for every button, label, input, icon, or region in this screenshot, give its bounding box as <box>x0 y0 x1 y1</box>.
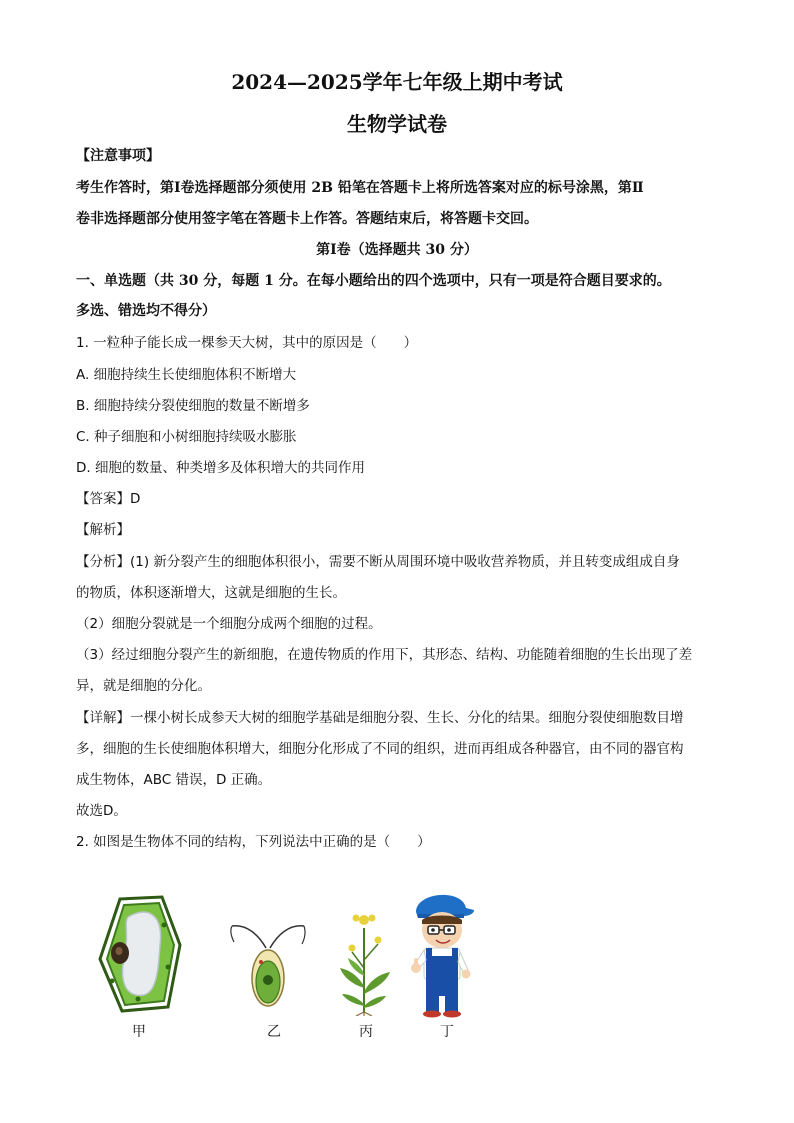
part-title: 第Ⅰ卷（选择题共 30 分） <box>316 242 478 258</box>
figure-label-ding: 丁 <box>440 1024 454 1040</box>
analysis-line: 异，就是细胞的分化。 <box>76 678 211 694</box>
detail-line: 成生物体，ABC 错误，D 正确。 <box>76 772 272 788</box>
figure-label-yi: 乙 <box>267 1024 281 1040</box>
q1-analysis-heading: 【解析】 <box>76 522 130 538</box>
figure-label-jia: 甲 <box>132 1024 146 1040</box>
conclusion-line: 故选D。 <box>76 803 127 819</box>
cartoon-person-figure <box>408 886 478 1018</box>
analysis-line: （3）经过细胞分裂产生的新细胞，在遗传物质的作用下，其形态、结构、功能随着细胞的生长出现了差 <box>76 647 693 663</box>
q2-stem: 2. 如图是生物体不同的结构，下列说法中正确的是（ ） <box>76 834 431 850</box>
notice-line-2: 卷非选择题部分使用签字笔在答题卡上作答。答题结束后，将答题卡交回。 <box>76 211 538 227</box>
detail-line: 【详解】一棵小树长成参天大树的细胞学基础是细胞分裂、生长、分化的结果。细胞分裂使细胞数目增 <box>76 710 684 726</box>
notice-line-1: 考生作答时，第Ⅰ卷选择题部分须使用 2B 铅笔在答题卡上将所选答案对应的标号涂黑，第Ⅱ <box>76 180 644 196</box>
notice-heading: 【注意事项】 <box>76 148 160 164</box>
analysis-line: （2）细胞分裂就是一个细胞分成两个细胞的过程。 <box>76 616 382 632</box>
chlamydomonas-figure <box>228 918 308 1014</box>
section-instruction-2: 多选、错选均不得分） <box>76 303 216 319</box>
q1-option-c: C. 种子细胞和小树细胞持续吸水膨胀 <box>76 429 297 445</box>
q1-option-b: B. 细胞持续分裂使细胞的数量不断增多 <box>76 398 310 414</box>
q1-option-a: A. 细胞持续生长使细胞体积不断增大 <box>76 367 297 383</box>
exam-subtitle: 生物学试卷 <box>347 112 447 136</box>
analysis-line: 【分析】(1) 新分裂产生的细胞体积很小，需要不断从周围环境中吸收营养物质，并且转变成组成自身 <box>76 554 680 570</box>
flowering-plant-figure <box>334 908 394 1016</box>
q1-stem: 1. 一粒种子能长成一棵参天大树，其中的原因是（ ） <box>76 335 418 351</box>
section-instruction-1: 一、单选题（共 30 分，每题 1 分。在每小题给出的四个选项中，只有一项是符合题目要求的。 <box>76 273 671 289</box>
q1-answer: 【答案】D <box>76 491 141 507</box>
plant-cell-figure <box>98 895 182 1015</box>
detail-line: 多，细胞的生长使细胞体积增大，细胞分化形成了不同的组织，进而再组成各种器官，由不同的器官构 <box>76 741 684 757</box>
exam-title: 2024—2025学年七年级上期中考试 <box>231 70 563 94</box>
analysis-line: 的物质，体积逐渐增大，这就是细胞的生长。 <box>76 585 346 601</box>
figure-label-bing: 丙 <box>359 1024 373 1040</box>
q1-option-d: D. 细胞的数量、种类增多及体积增大的共同作用 <box>76 460 365 476</box>
